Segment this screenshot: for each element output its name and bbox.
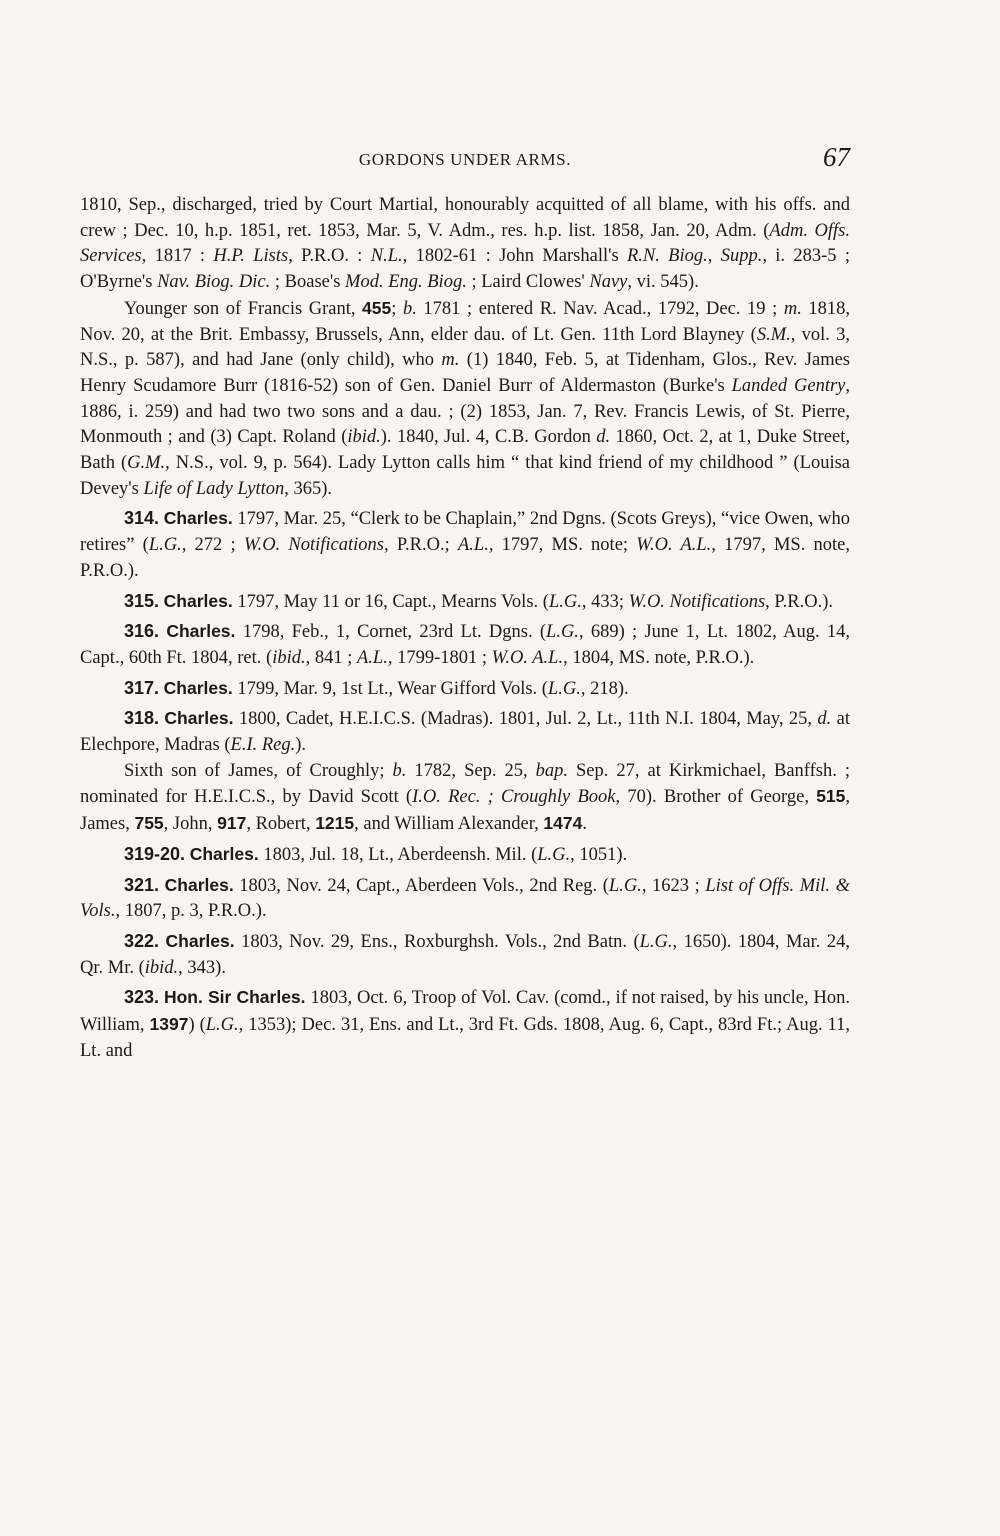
text-run: , 1797, MS. note, P.R.O.). <box>80 535 851 581</box>
text-run: Sixth son of James, of Croughly; <box>124 760 393 781</box>
entry-number: 322. <box>124 930 160 951</box>
running-head: GORDONS UNDER ARMS. <box>358 150 572 169</box>
text-run: , 689) ; June 1, Lt. 1802, Aug. 14, Capt., 60th Ft. 1804, ret. ( <box>80 622 850 668</box>
text-run: 1797, May 11 or 16, Capt., Mearns Vols. ( <box>232 591 549 612</box>
body-paragraph <box>80 759 850 838</box>
italic-text: S.M. <box>756 324 791 345</box>
text-run: ). <box>295 735 307 756</box>
italic-text: Nav. Biog. Dic. <box>157 272 271 293</box>
italic-text: L.G. <box>608 875 642 896</box>
italic-text: bap. <box>535 760 568 781</box>
text-run: ; <box>391 298 403 319</box>
cross-reference: 1474 <box>543 813 583 834</box>
text-run: , P.R.O. : <box>288 246 371 267</box>
cross-reference: 455 <box>362 297 392 318</box>
text-run: 1782, Sep. 25, <box>406 760 536 781</box>
text-run: , 343). <box>178 957 226 978</box>
entry-number: 316. <box>124 621 160 642</box>
entry-paragraph <box>80 873 850 925</box>
italic-text: W.O. A.L. <box>491 647 564 668</box>
text-run: , 272 ; <box>181 535 244 556</box>
italic-text: L.G. <box>639 931 673 952</box>
italic-text: A.L. <box>356 647 388 668</box>
italic-text: Landed Gentry <box>731 375 846 396</box>
text-run: ). 1840, Jul. 4, C.B. Gordon <box>380 427 597 448</box>
text-run: 1803, Oct. 6, Troop of Vol. Cav. (comd., if not raised, by his uncle, Hon. William, <box>80 988 850 1036</box>
italic-text: List of Offs. Mil. & Vols. <box>80 875 851 922</box>
text-run: , i. 283-5 ; O'Byrne's <box>80 246 850 293</box>
cross-reference: 1397 <box>149 1014 189 1035</box>
text-run: 1810, Sep., discharged, tried by Court Martial, honourably acquitted of all blame, with his offs. and crew ; Dec. 10, h.p. 1851, ret. 1853, Mar. 5, V. Adm., res. h.p. list. 1858, Jan. 20, Adm. ( <box>80 195 850 241</box>
text-run: , P.R.O.; <box>383 535 458 556</box>
text-run: , 70). Brother of George, <box>615 787 817 808</box>
text-run: (1) 1840, Feb. 5, at Tidenham, Glos., Rev. James Henry Scudamore Burr (1816-52) son of Gen. Daniel Burr of Aldermaston (Burke's <box>80 350 850 396</box>
text-run: , vi. 545). <box>627 272 699 293</box>
entry-paragraph <box>80 619 850 671</box>
continued-paragraph <box>80 193 850 296</box>
text-run: , 365). <box>284 478 333 499</box>
text-run: , vol. 3, N.S., p. 587), and had Jane (only child), who <box>80 324 850 371</box>
text-run: ; Laird Clowes' <box>466 272 590 293</box>
cross-reference: 917 <box>217 813 247 834</box>
entry-paragraph <box>80 929 850 981</box>
text-run: , N.S., vol. 9, p. 564). Lady Lytton calls him “ that kind friend of my childhood ” (Louisa Devey's <box>80 453 850 499</box>
text-run: , 1804, MS. note, P.R.O.). <box>563 647 755 668</box>
entry-name: Charles. <box>166 621 236 642</box>
italic-text: m. <box>783 298 802 319</box>
text-run: Sep. 27, at Kirkmichael, Banffsh. ; nominated for H.E.I.C.S., by David Scott ( <box>80 760 851 808</box>
entry-number: 314. <box>124 508 160 529</box>
text-run: at Elechpore, Madras ( <box>80 709 851 756</box>
entry-number: 315. <box>124 590 160 611</box>
entry-number: 323. <box>124 987 160 1008</box>
italic-text: R.N. Biog., Supp. <box>626 246 763 267</box>
entry-paragraph <box>80 842 850 869</box>
text-run: , John, <box>163 814 218 835</box>
entry-name: Hon. Sir Charles. <box>163 987 306 1008</box>
italic-text: Life of Lady Lytton <box>143 478 285 499</box>
page-header <box>80 142 850 188</box>
entry-name: Charles. <box>164 874 234 895</box>
entry-name: Charles. <box>189 843 259 864</box>
italic-text: d. <box>817 709 832 730</box>
text-run: 1860, Oct. 2, at 1, Duke Street, Bath ( <box>80 427 850 474</box>
text-run: 1818, Nov. 20, at the Brit. Embassy, Brussels, Ann, elder dau. of Lt. Gen. 11th Lord Blayney ( <box>80 298 851 345</box>
text-run: 1798, Feb., 1, Cornet, 23rd Lt. Dgns. ( <box>235 622 547 643</box>
entry-paragraph <box>80 506 850 584</box>
italic-text: ibid. <box>144 957 179 978</box>
italic-text: ibid. <box>272 647 306 668</box>
italic-text: b. <box>392 760 407 781</box>
text-run: 1797, Mar. 25, “Clerk to be Chaplain,” 2nd Dgns. (Scots Greys), “vice Owen, who retires” ( <box>80 509 850 556</box>
text-run: , 841 ; <box>305 647 357 668</box>
body-paragraph <box>80 296 850 503</box>
text-run: Younger son of Francis Grant, <box>124 298 363 319</box>
text-run: . <box>582 814 587 835</box>
text-run: , P.R.O.). <box>765 591 834 612</box>
entry-paragraph <box>80 985 850 1064</box>
italic-text: G.M. <box>127 453 166 474</box>
italic-text: W.O. Notifications <box>243 535 384 556</box>
entry-name: Charles. <box>163 508 233 529</box>
text-run: , 433; <box>581 591 629 612</box>
text-run: 1803, Nov. 29, Ens., Roxburghsh. Vols., 2nd Batn. ( <box>234 931 640 952</box>
italic-text: N.L. <box>370 246 403 267</box>
text-run: , 1807, p. 3, P.R.O.). <box>115 901 267 922</box>
text-run: , James, <box>80 787 851 835</box>
entry-name: Charles. <box>164 708 234 729</box>
text-run: , 1886, i. 259) and had two two sons and a dau. ; (2) 1853, Jan. 7, Rev. Francis Lewis, of St. Pierre, Monmouth ; and (3) Capt. Roland ( <box>80 375 851 448</box>
text-run: , 218). <box>580 678 629 699</box>
entry-paragraph <box>80 589 850 616</box>
italic-text: W.O. A.L. <box>636 535 712 556</box>
text-run: , and William Alexander, <box>354 814 544 835</box>
text-run: 1803, Jul. 18, Lt., Aberdeensh. Mil. ( <box>258 844 538 865</box>
italic-text: ibid. <box>347 427 381 448</box>
italic-text: m. <box>441 350 460 371</box>
italic-text: L.G. <box>547 678 581 699</box>
cross-reference: 755 <box>134 813 164 834</box>
text-run: , 1623 ; <box>641 875 706 896</box>
cross-reference: 1215 <box>315 813 355 834</box>
entry-name: Charles. <box>165 930 235 951</box>
italic-text: L.G. <box>537 844 571 865</box>
cross-reference: 515 <box>816 786 846 807</box>
text-run: ; Boase's <box>270 272 346 293</box>
entry-number: 317. <box>124 677 160 698</box>
italic-text: W.O. Notifications <box>628 591 766 612</box>
italic-text: A.L. <box>457 535 489 556</box>
text-run: 1803, Nov. 24, Capt., Aberdeen Vols., 2nd Reg. ( <box>233 875 609 896</box>
text-run: , 1650). 1804, Mar. 24, Qr. Mr. ( <box>80 931 851 978</box>
page-number: 67 <box>823 142 850 172</box>
entry-number: 321. <box>124 874 160 895</box>
italic-text: Mod. Eng. Biog. <box>345 272 467 293</box>
italic-text: I.O. Rec. ; Croughly Book <box>412 787 616 808</box>
text-run: 1799, Mar. 9, 1st Lt., Wear Gifford Vols. ( <box>232 678 548 699</box>
italic-text: L.G. <box>546 622 579 643</box>
italic-text: L.G. <box>205 1015 239 1036</box>
italic-text: L.G. <box>548 591 582 612</box>
entry-paragraph <box>80 676 850 703</box>
entry-number: 318. <box>124 708 160 729</box>
text-run: , 1802-61 : John Marshall's <box>402 246 627 267</box>
italic-text: Navy <box>589 272 628 293</box>
text-run: ) ( <box>188 1015 206 1036</box>
page-body <box>80 193 850 1065</box>
italic-text: E.I. Reg. <box>230 735 296 756</box>
text-run: , 1051). <box>570 844 628 865</box>
italic-text: d. <box>596 427 611 448</box>
text-run: , Robert, <box>246 814 316 835</box>
text-run: , 1797, MS. note; <box>488 535 637 556</box>
text-run: 1800, Cadet, H.E.I.C.S. (Madras). 1801, Jul. 2, Lt., 11th N.I. 1804, May, 25, <box>233 709 818 730</box>
text-run: 1781 ; entered R. Nav. Acad., 1792, Dec. 19 ; <box>416 298 784 319</box>
text-run: , 1817 : <box>141 246 214 267</box>
entry-name: Charles. <box>163 590 233 611</box>
italic-text: b. <box>402 298 417 319</box>
text-run: , 1799-1801 ; <box>387 647 492 668</box>
text-run: , 1353); Dec. 31, Ens. and Lt., 3rd Ft. Gds. 1808, Aug. 6, Capt., 83rd Ft.; Aug. 11, Lt. and <box>80 1015 850 1061</box>
entry-name: Charles. <box>163 677 233 698</box>
italic-text: H.P. Lists <box>213 246 289 267</box>
entry-number: 319-20. <box>124 843 186 864</box>
entry-paragraph <box>80 706 850 758</box>
italic-text: L.G. <box>148 535 182 556</box>
italic-text: Adm. Offs. Services <box>80 220 850 267</box>
